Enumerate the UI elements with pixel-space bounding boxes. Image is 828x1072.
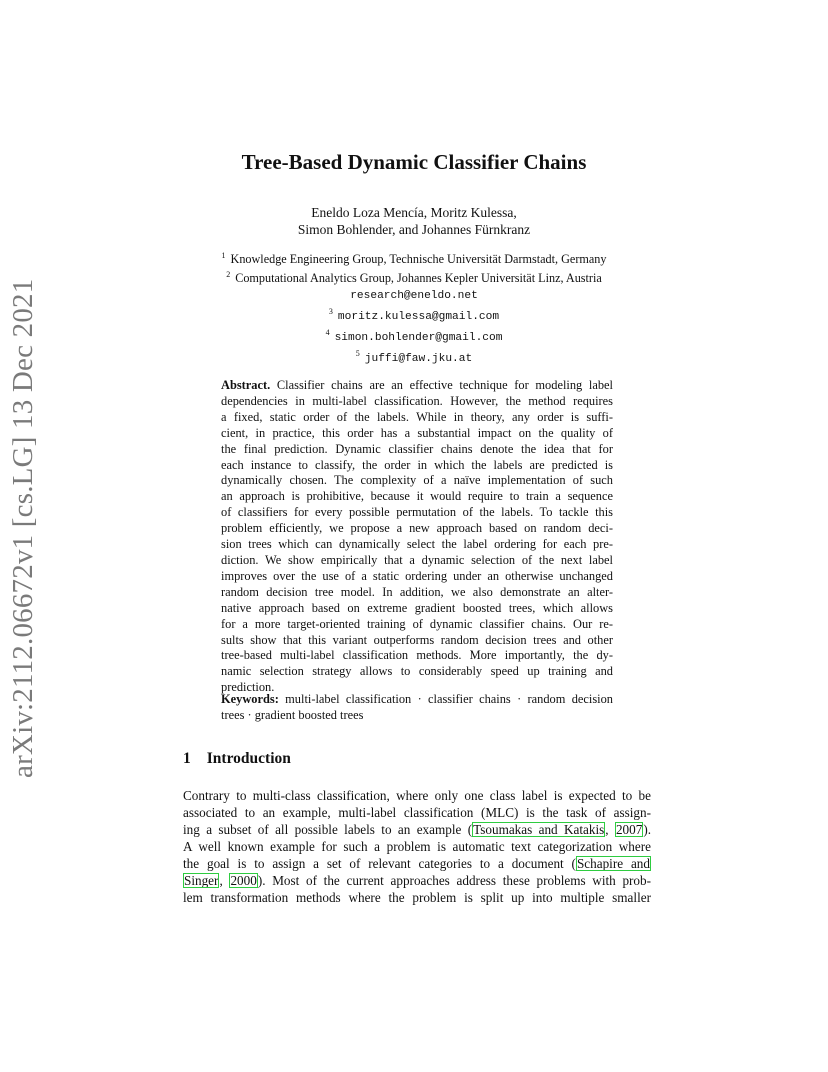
abstract-line: sults show that this variant outperforms random decision trees and other (221, 632, 613, 647)
intro-line-5: the goal is to assign a set of relevant categories to a document (Schapire and (183, 856, 650, 871)
keywords-label: Keywords: (221, 692, 279, 706)
citation-link[interactable]: Tsoumakas and Katakis (473, 822, 605, 837)
email-3[interactable]: $^4$ simon.bohlender@gmail.com (325, 328, 503, 344)
abstract-label: Abstract. (221, 378, 271, 392)
intro-line-3: ing a subset of all possible labels to an example (Tsoumakas and Katakis, 2007). (183, 822, 652, 837)
affiliation-1: $^1$ Knowledge Engineering Group, Technische Universität Darmstadt, Germany (221, 251, 607, 266)
abstract-line: dependencies in multi-label classification. However, the method requires (221, 393, 613, 408)
introduction-text (183, 787, 651, 906)
affiliation-2: $^2$ Computational Analytics Group, Johannes Kepler Universität Linz, Austria (226, 270, 602, 285)
citation-year-link[interactable]: 2000 (230, 873, 257, 888)
abstract-line: sion trees which can dynamically select the label ordering for each pre- (221, 537, 613, 552)
citation-link[interactable]: Singer (184, 873, 219, 888)
intro-line-4: A well known example for such a problem is automatic text categorization where (183, 839, 651, 854)
affiliations (0, 248, 828, 367)
citation-year-link[interactable]: 2007 (615, 822, 643, 837)
abstract-line: the final prediction. Dynamic classifier chains denote the idea that for (221, 441, 613, 456)
citation-link[interactable]: Schapire and (576, 856, 650, 871)
email-1[interactable]: research@eneldo.net (350, 290, 478, 302)
abstract-line: namic selection strategy allows to considerably speed up training and (221, 664, 613, 679)
email-2[interactable]: $^3$ moritz.kulessa@gmail.com (328, 307, 500, 323)
abstract-line: tree-based multi-label classification methods. More importantly, the dy- (221, 648, 613, 663)
abstract-line: for a more target-oriented training of dynamic classifier chains. Our re- (221, 616, 613, 631)
abstract-line: improves over the use of a static ordering under an otherwise unchanged (221, 568, 613, 583)
abstract-line (221, 378, 613, 394)
keywords-line-1: Keywords: multi-label classification · classifier chains · random decision (221, 692, 613, 706)
authors-line-2: Simon Bohlender, and Johannes Fürnkranz (297, 222, 531, 237)
abstract-line: of classifiers for every possible permutation of the labels. To tackle this (221, 505, 613, 520)
abstract-line: problem efficiently, we propose a new approach based on random deci- (221, 521, 613, 536)
abstract-line: dynamically chosen. The complexity of a naïve implementation of such (221, 473, 613, 488)
abstract-line: diction. We show empirically that a dynamic selection of the next label (221, 552, 613, 567)
section-title: Introduction (206, 750, 291, 767)
intro-line-7: lem transformation methods where the problem is split up into multiple smaller (183, 890, 651, 905)
abstract-line: prediction. (221, 680, 275, 695)
intro-line-2: associated to an example, multi-label classification (MLC) is the task of assign- (183, 805, 651, 820)
keywords (221, 692, 613, 724)
authors-line-1: Eneldo Loza Mencía, Moritz Kulessa, (311, 205, 517, 220)
abstract-line-text: Classifier chains are an effective technique for modeling label (276, 378, 613, 392)
section-heading (183, 750, 291, 768)
abstract-line: cient, in practice, this order has a substantial impact on the quality of (221, 425, 613, 440)
abstract-body (221, 378, 613, 696)
section-number: 1 (183, 750, 191, 767)
abstract-line: random decision tree model. In addition, we also demonstrate an alter- (221, 584, 613, 599)
abstract-line: an approach is prohibitive, because it would require to train a sequence (221, 489, 613, 504)
intro-line-6: Singer, 2000). Most of the current approaches address these problems with prob- (184, 873, 652, 888)
email-4[interactable]: $^5$ juffi@faw.jku.at (355, 349, 473, 365)
paper-title: Tree-Based Dynamic Classifier Chains (241, 150, 587, 174)
intro-line-1: Contrary to multi-class classification, where only one class label is expected to be (183, 788, 651, 803)
abstract-line: native approach based on extreme gradient boosted trees, which allows (221, 600, 613, 615)
author-list (0, 204, 828, 238)
arxiv-identifier-stamp: arXiv:2112.06672v1 [cs.LG] 13 Dec 2021 (7, 278, 39, 778)
keywords-line-2: trees · gradient boosted trees (221, 707, 364, 722)
abstract (221, 378, 613, 696)
abstract-line: each instance to classify, the order in which the labels are predicted is (221, 457, 613, 472)
abstract-line: a fixed, static order of the labels. While in theory, any order is suffi- (221, 409, 613, 424)
